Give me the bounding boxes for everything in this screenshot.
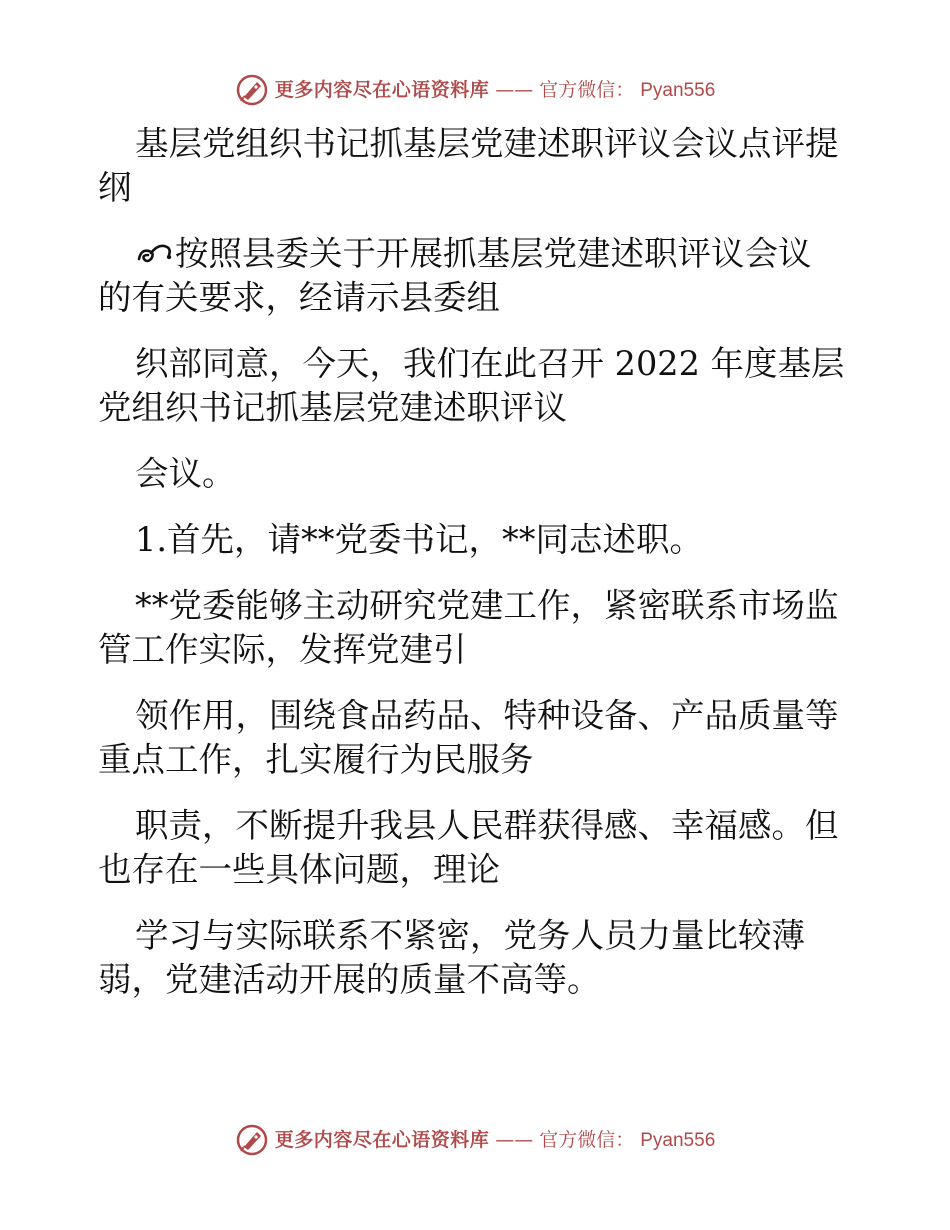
doc-paragraph-line: 的有关要求，经请示县委组 <box>98 278 500 317</box>
banner-official-label: 官方微信： <box>539 78 635 101</box>
doc-paragraph-line: 领作用，围绕食品药品、特种设备、产品质量等 <box>135 696 839 735</box>
doc-line-text: 按照县委关于开展抓基层党建述职评议会议 <box>175 234 812 273</box>
doc-paragraph-line: 1.首先，请**党委书记，**同志述职。 <box>135 520 703 559</box>
banner-wechat-id: Pyan556 <box>640 79 716 101</box>
banner-official-label: 官方微信： <box>539 1128 635 1151</box>
banner-separator: —— <box>495 1128 534 1151</box>
doc-paragraph-line: 织部同意，今天，我们在此召开 2022 年度基层 <box>135 344 845 383</box>
doc-paragraph-line: 学习与实际联系不紧密，党务人员力量比较薄 <box>135 916 805 955</box>
doc-paragraph-line: 管工作实际，发挥党建引 <box>98 630 467 669</box>
doc-paragraph-line: 弱，党建活动开展的质量不高等。 <box>98 960 601 999</box>
pen-nib-logo-icon <box>235 1123 269 1157</box>
banner-brand-text: 更多内容尽在心语资料库 <box>274 78 490 101</box>
doc-title-line-2: 纲 <box>98 168 132 207</box>
banner-brand-text: 更多内容尽在心语资料库 <box>274 1128 490 1151</box>
doc-paragraph-line: **党委能够主动研究党建工作，紧密联系市场监 <box>135 586 839 625</box>
footer-banner <box>0 1120 950 1160</box>
ornament-bullet-icon <box>135 237 175 269</box>
doc-paragraph-line: 会议。 <box>135 454 236 493</box>
doc-title-line-1: 基层党组织书记抓基层党建述职评议会议点评提 <box>135 124 839 163</box>
pen-nib-logo-icon <box>235 73 269 107</box>
doc-paragraph-line: 党组织书记抓基层党建述职评议 <box>98 388 567 427</box>
document-body <box>98 122 852 1002</box>
doc-paragraph-line: 职责，不断提升我县人民群获得感、幸福感。但 <box>135 806 839 845</box>
banner-separator: —— <box>495 78 534 101</box>
doc-paragraph-line: 重点工作，扎实履行为民服务 <box>98 740 534 779</box>
doc-paragraph-line <box>98 232 852 276</box>
header-banner <box>0 70 950 110</box>
banner-wechat-id: Pyan556 <box>640 1129 716 1151</box>
doc-paragraph-line: 也存在一些具体问题，理论 <box>98 850 500 889</box>
